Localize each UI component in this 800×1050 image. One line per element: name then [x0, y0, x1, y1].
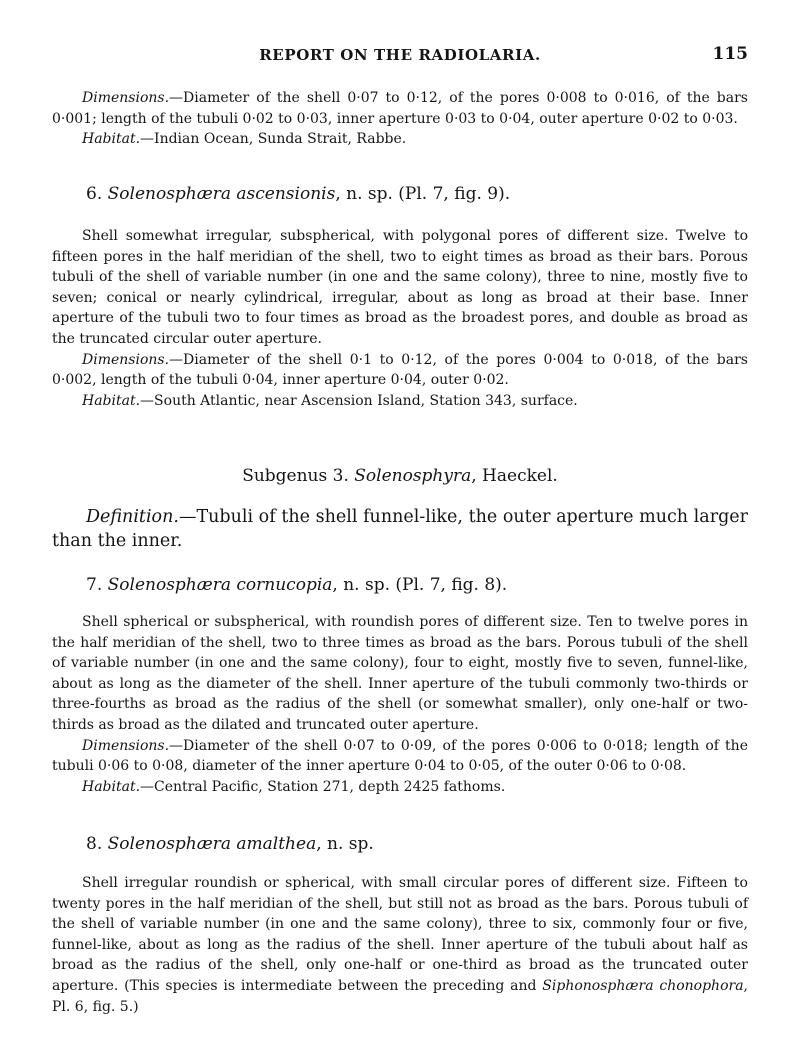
subgenus-author: , Haeckel. [471, 466, 558, 486]
habitat-label: Habitat. [82, 778, 141, 795]
species-heading-tail: , n. sp. (Pl. 7, fig. 8). [332, 575, 508, 595]
species-name: Solenosphæra ascensionis [107, 184, 336, 204]
dimensions-label: Dimensions. [82, 90, 170, 106]
page-header [52, 46, 748, 70]
habitat-paragraph [52, 777, 748, 798]
species-8-body [52, 873, 748, 1017]
dimensions-label: Dimensions. [82, 351, 170, 368]
species-heading-tail: , n. sp. [316, 834, 374, 854]
subgenus-definition [52, 505, 748, 553]
habitat-text: —Central Pacific, Station 271, depth 2425 fathoms. [140, 778, 506, 795]
species-7-body [52, 612, 748, 797]
habitat-paragraph [52, 129, 748, 150]
species-description: Shell spherical or subspherical, with roundish pores of different size. Ten to twelve pores in the half meridian of the shell, two to three times as broad as the bars. Porous tubuli of the shell of variable number (in one and the same colony), four to eight, mostly five to seven, funnel-like, about as long as the diameter of the shell. Inner aperture of the tubuli commonly two-thirds or three-fourths as broad as the radius of the shell (or somewhat smaller), only one-half or two-thirds as broad as the dilated and truncated outer aperture. [52, 614, 748, 733]
description-end: , Pl. 6, fig. 5.) [52, 977, 748, 1015]
subgenus-name: Solenosphyra [354, 466, 472, 486]
dimensions-text: —Diameter of the shell 0·07 to 0·12, of the pores 0·008 to 0·016, of the bars 0·001; length of the tubuli 0·02 to 0·03, inner aperture 0·03 to 0·04, outer aperture 0·02 to 0·03. [52, 90, 748, 127]
definition-label: Definition. [86, 507, 179, 527]
subgenus-prefix: Subgenus 3. [242, 466, 349, 486]
dimensions-text: —Diameter of the shell 0·07 to 0·09, of the pores 0·006 to 0·018; length of the tubuli 0·06 to 0·08, diameter of the inner aperture 0·04 to 0·05, of the outer 0·06 to 0·08. [52, 737, 748, 775]
dimensions-label: Dimensions. [82, 737, 170, 754]
species-8-heading [86, 834, 748, 854]
description-main: Shell irregular roundish or spherical, with small circular pores of different size. Fifteen to twenty pores in the half meridian of the shell, but still not as broad as the bars. Porous tubuli of the shell of variable number (in one and the same colony), three to six, commonly four or five, funnel-like, about as long as the radius of the shell. Inner aperture of the tubuli about half as broad as the radius of the shell, only one-half or one-third as broad as the truncated outer aperture. (This species is intermediate between the preceding and [52, 875, 748, 994]
dimensions-paragraph [52, 88, 748, 129]
definition-text: —Tubuli of the shell funnel-like, the outer aperture much larger than the inner. [52, 507, 748, 551]
habitat-text: —Indian Ocean, Sunda Strait, Rabbe. [140, 131, 407, 148]
page-number: 115 [712, 44, 748, 64]
subgenus-heading [0, 466, 800, 486]
species-name: Solenosphæra cornucopia [107, 575, 333, 595]
species-7-heading [86, 575, 748, 595]
running-title: REPORT ON THE RADIOLARIA. [259, 46, 541, 64]
dimensions-text: —Diameter of the shell 0·1 to 0·12, of the pores 0·004 to 0·018, of the bars 0·002, length of the tubuli 0·04, inner aperture 0·04, outer 0·02. [52, 351, 748, 389]
prev-species-details [52, 88, 748, 150]
species-name: Solenosphæra amalthea [107, 834, 317, 854]
species-6-heading [86, 184, 748, 204]
habitat-label: Habitat. [82, 131, 141, 148]
habitat-text: —South Atlantic, near Ascension Island, Station 343, surface. [140, 392, 578, 409]
species-description: Shell somewhat irregular, subspherical, with polygonal pores of different size. Twelve to fifteen pores in the half meridian of the shell, two to eight times as broad as their bars. Porous tubuli of the shell of variable number (in one and the same colony), three to nine, mostly five to seven; conical or nearly cylindrical, irregular, about as long as broad at their base. Inner aperture of the tubuli two to four times as broad as the broadest pores, and double as broad as the truncated circular outer aperture. [52, 228, 748, 347]
dimensions-paragraph [52, 350, 748, 391]
definition-paragraph [52, 505, 748, 553]
dimensions-paragraph [52, 736, 748, 777]
species-number: 6. [86, 184, 103, 204]
species-description [52, 873, 748, 1017]
habitat-paragraph [52, 391, 748, 412]
species-number: 7. [86, 575, 103, 595]
species-6-body [52, 226, 748, 411]
habitat-label: Habitat. [82, 392, 141, 409]
species-heading-tail: , n. sp. (Pl. 7, fig. 9). [335, 184, 511, 204]
species-number: 8. [86, 834, 103, 854]
reference-species-name: Siphonosphæra chonophora [542, 977, 744, 994]
